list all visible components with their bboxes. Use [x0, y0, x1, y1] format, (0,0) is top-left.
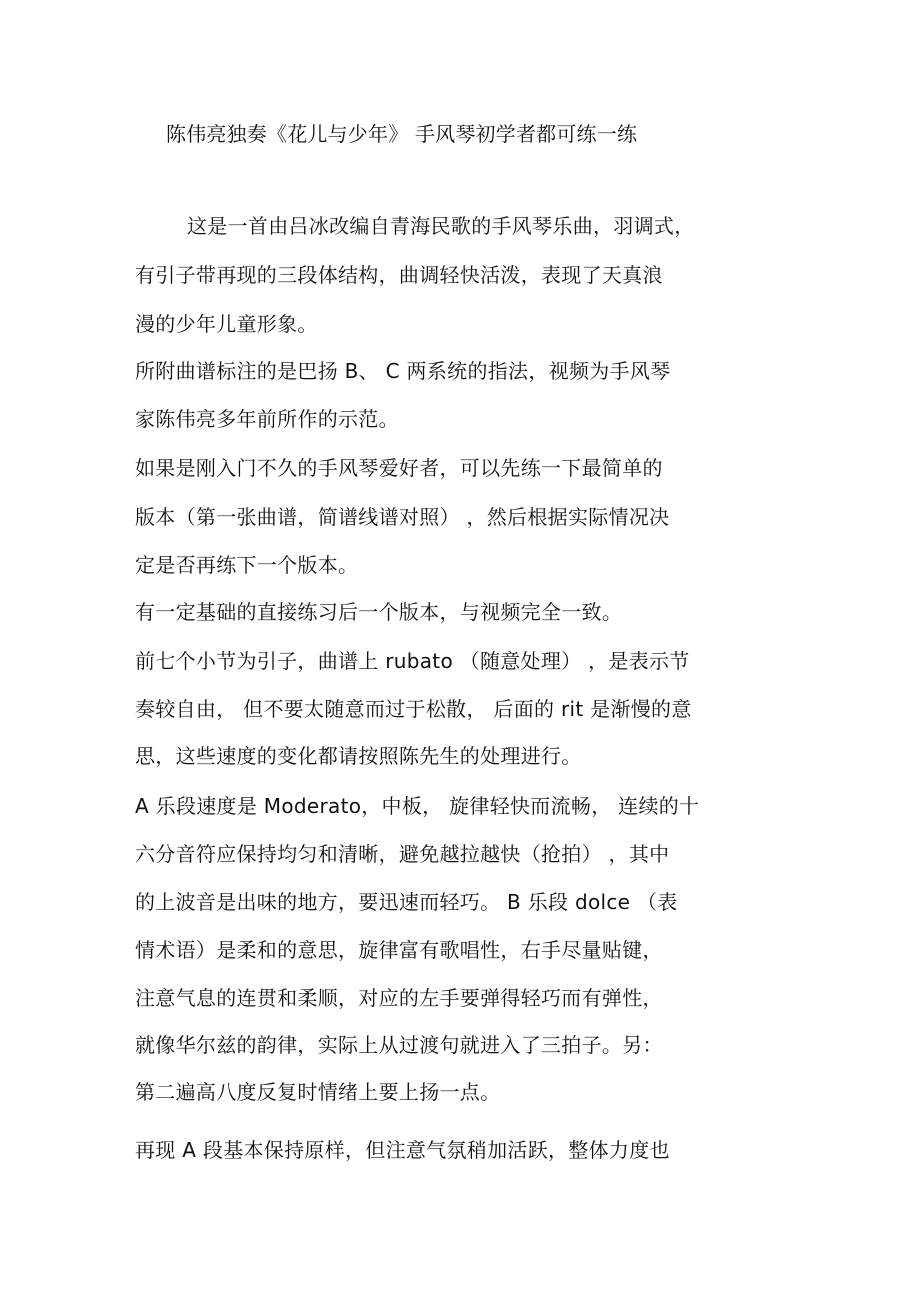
text-line: 定是否再练下一个版本。 — [135, 553, 359, 577]
text-line: 的上波音是出味的地方，要迅速而轻巧。 B 乐段 dolce （表 — [135, 890, 678, 914]
text-line: 奏较自由， 但不要太随意而过于松散， 后面的 rit 是渐慢的意 — [135, 697, 692, 721]
text-line: 思，这些速度的变化都请按照陈先生的处理进行。 — [135, 744, 582, 768]
text-line: A 乐段速度是 Moderato，中板， 旋律轻快而流畅， 连续的十 — [135, 794, 700, 818]
text-line: 六分音符应保持均匀和清晰，避免越拉越快（抢拍） ，其中 — [135, 842, 670, 866]
text-line: 情术语）是柔和的意思，旋律富有歌唱性，右手尽量贴键， — [135, 938, 663, 962]
text-line: 注意气息的连贯和柔顺，对应的左手要弹得轻巧而有弹性， — [135, 986, 663, 1010]
text-line: 有引子带再现的三段体结构，曲调轻快活泼，表现了天真浪 — [135, 263, 663, 287]
text-line: 所附曲谱标注的是巴扬 B、 C 两系统的指法，视频为手风琴 — [135, 359, 671, 383]
article-title: 陈伟亮独奏《花儿与少年》 手风琴初学者都可练一练 — [166, 122, 638, 146]
text-line: 这是一首由吕冰改编自青海民歌的手风琴乐曲，羽调式， — [187, 214, 695, 238]
text-line: 版本（第一张曲谱，简谱线谱对照） ，然后根据实际情况决 — [135, 505, 670, 529]
text-line: 第二遍高八度反复时情绪上要上扬一点。 — [135, 1080, 501, 1104]
text-line: 漫的少年儿童形象。 — [135, 312, 318, 336]
text-line: 家陈伟亮多年前所作的示范。 — [135, 407, 399, 431]
text-line: 前七个小节为引子，曲谱上 rubato （随意处理） ，是表示节 — [135, 649, 690, 673]
text-line: 如果是刚入门不久的手风琴爱好者，可以先练一下最简单的 — [135, 456, 663, 480]
text-line: 有一定基础的直接练习后一个版本，与视频完全一致。 — [135, 600, 623, 624]
text-line: 就像华尔兹的韵律，实际上从过渡句就进入了三拍子。另： — [135, 1033, 663, 1057]
text-line: 再现 A 段基本保持原样，但注意气氛稍加活跃，整体力度也 — [135, 1138, 670, 1162]
